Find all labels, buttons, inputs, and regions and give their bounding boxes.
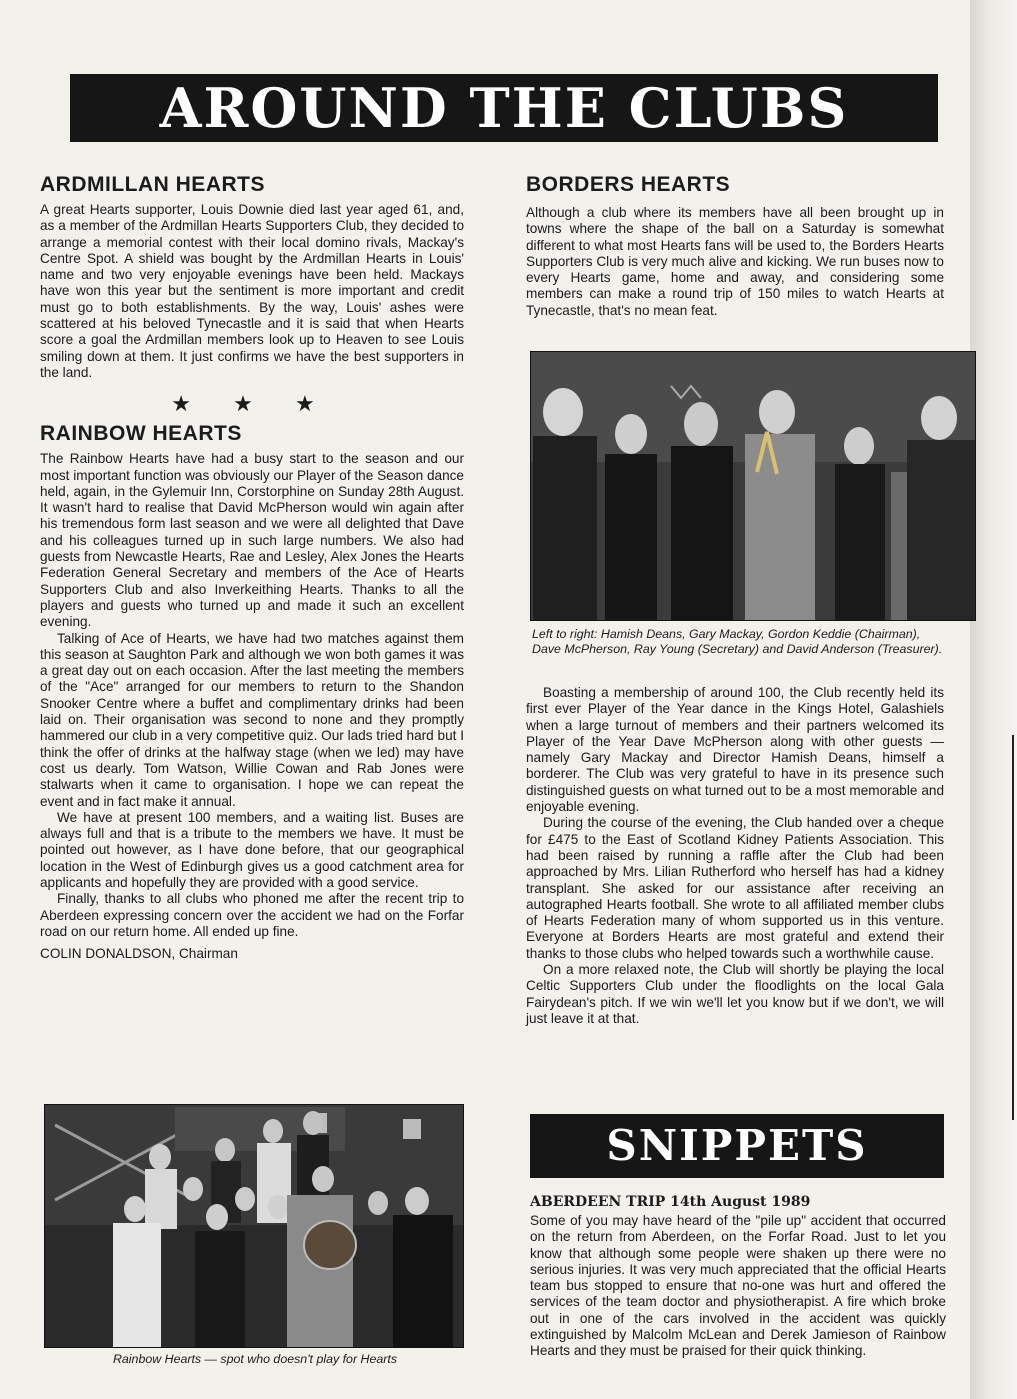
rainbow-photo-caption: Rainbow Hearts — spot who doesn't play for Hearts	[112, 1352, 398, 1366]
snippet-body: Some of you may have heard of the "pile up" accident that occurred on the return from Aberdeen, on the Forfar Road. Just to let you know that although some people were shaken up there were no serious injuries. It was very much appreciated that the official Hearts team bus stopped to ensure that no-one was hurt and offered the services of the team doctor and physiotherapist. A fire which broke out in one of the cars involved in the accident was quickly extinguished by Malcolm McLean and Derek Jamieson of Rainbow Hearts and they must be praised for their quick thinking.	[530, 1213, 946, 1359]
right-column-lower	[532, 627, 948, 657]
rainbow-paragraph-1: The Rainbow Hearts have had a busy start to the season and our most important function was obviously our Player of the Season dance held, again, in the Gylemuir Inn, Corstorphine on Sunday 28th August. It wasn't hard to realise that David McPherson would win again after his tremendous form last season and we were all delighted that Dave and his colleagues turned up in such large numbers. We also had guests from Newcastle Hearts, Rae and Lesley, Alex Jones the Hearts Federation General Secretary and members of the Ace of Hearts Supporters Club and also Inverkeithing Hearts. Thanks to all the players and guests who turned up and made it such an excellent evening.	[40, 451, 464, 630]
borders-paragraph-1: Although a club where its members have all been brought up in towns where the shape of the ball on a Saturday is somewhat different to what most Hearts fans will be used to, the Borders Hearts Supporters Club is very much alive and kicking. We run buses now to every Hearts game, home and away, and considering some members can make a round trip of 150 miles to watch Hearts at Tynecastle, that's no mean feat.	[526, 205, 944, 318]
snippets-section	[530, 1194, 946, 1360]
rainbow-hearts-photo	[44, 1104, 464, 1348]
borders-paragraph-4: On a more relaxed note, the Club will shortly be playing the local Celtic Supporters Club under the floodlights on the local Gala Fairydean's pitch. If we win we'll let you know but if we don't, we will just leave it at that.	[526, 962, 944, 1026]
borders-hearts-photo	[530, 351, 976, 621]
borders-heading: BORDERS HEARTS	[526, 173, 731, 196]
snippet-heading: ABERDEEN TRIP 14th August 1989	[530, 1194, 811, 1210]
section-separator-stars: ★ ★ ★	[171, 391, 333, 417]
rainbow-heading: RAINBOW HEARTS	[40, 422, 242, 446]
rainbow-photo-illustration	[45, 1105, 463, 1347]
rainbow-paragraph-2: Talking of Ace of Hearts, we have had two matches against them this season at Saughton Park and although we won both games it was a great day out on each occasion. After the last meeting the members of the "Ace" arranged for our members to return to the Shandon Snooker Centre where a buffet and complimentary drinks had been laid on. Their organisation was second to none and they promptly hammered our club in a very competitive quiz. Our lads tried hard but I think the offer of drinks at the halfway stage (when we led) may have cost us dearly. Tom Watson, Willie Cowan and Rab Jones were stalwarts when it came to organisation. I hope we can repeat the event and in fact make it annual.	[40, 630, 464, 809]
ardmillan-heading: ARDMILLAN HEARTS	[40, 173, 265, 196]
right-column	[526, 172, 944, 319]
rainbow-paragraph-3: We have at present 100 members, and a waiting list. Buses are always full and that is a tribute to the members we have. It must be pointed out however, as I have done before, that our geographical location in the West of Edinburgh gives us a good catchment area for applicants and hopefully they are provided with a good service.	[40, 809, 464, 890]
snippets-banner: SNIPPETS	[530, 1114, 944, 1178]
around-the-clubs-banner: AROUND THE CLUBS	[70, 74, 938, 142]
left-column	[40, 172, 464, 962]
page-fold-shadow	[970, 0, 1017, 1399]
rainbow-paragraph-4: Finally, thanks to all clubs who phoned me after the recent trip to Aberdeen expressing concern over the accident we had on the Forfar road on our return home. All ended up fine.	[40, 891, 464, 939]
borders-photo-illustration	[531, 352, 975, 620]
borders-paragraph-3: During the course of the evening, the Club handed over a cheque for £475 to the East of Scotland Kidney Patients Association. This had been raised by running a raffle after the Club had been approached by Mrs. Lilian Rutherford who herself has had a kidney transplant. She asked for our assistance after receiving an autographed Hearts football. She wrote to all affiliated member clubs of Hearts Federation many of whom supported us in this venture. Everyone at Borders Hearts are most grateful and extend their thanks to those clubs who helped towards such a worthwhile cause.	[526, 815, 944, 961]
borders-photo-caption: Left to right: Hamish Deans, Gary Mackay, Gordon Keddie (Chairman), Dave McPherson, Ray Young (Secretary) and David Anderson (Treasurer).	[532, 627, 943, 656]
ardmillan-body: A great Hearts supporter, Louis Downie died last year aged 61, and, as a member of the Ardmillan Hearts Supporters Club, they decided to arrange a memorial contest with their local domino rivals, Mackay's Centre Spot. A shield was bought by the Ardmillan Hearts in Louis' name and two very enjoyable evenings have been held. Mackays have won this year but the sentiment is more important and credit must go to both establishments. By the way, Louis' ashes were scattered at his beloved Tynecastle and it is said that when Hearts score a goal the Ardmillan members look up to Heaven to see Louis smiling down at them. It just confirms we have the best supporters in the land.	[40, 202, 464, 380]
rainbow-signature: COLIN DONALDSON, Chairman	[40, 946, 238, 962]
next-page-edge	[1012, 735, 1014, 1120]
borders-paragraph-2: Boasting a membership of around 100, the Club recently held its first ever Player of the Year dance in the Kings Hotel, Galashiels when a large turnout of members and their partners welcomed its Player of the Year Dave McPherson along with other guests — namely Gary Mackay and Director Hamish Deans, himself a borderer. The Club was very grateful to have in its presence such distinguished guests on what turned out to be a most memorable and enjoyable evening.	[526, 685, 944, 815]
right-column-text	[526, 685, 944, 1027]
